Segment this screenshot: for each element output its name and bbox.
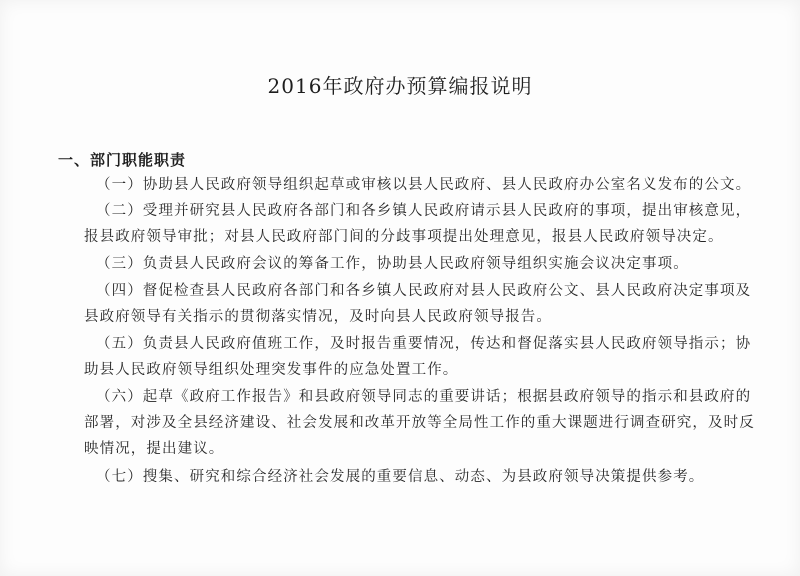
paragraph-3 [82,251,752,277]
paragraph-line: （七）搜集、研究和综合经济社会发展的重要信息、动态、为县政府领导决策提供参考。 [96,469,705,485]
paragraph-line: （四）督促检查县人民政府各部门和各乡镇人民政府对县人民政府公文、县人民政府决定事项及 [96,283,752,299]
paragraph-line: （一）协助县人民政府领导组织起草或审核以县人民政府、县人民政府办公室名义发布的公文。 [96,177,752,193]
paragraph-6 [82,384,755,462]
paragraph-line: （六）起草《政府工作报告》和县政府领导同志的重要讲话；根据县政府领导的指示和县政府的 [96,389,752,405]
paragraph-line: 县政府领导有关指示的贯彻落实情况，及时向县人民政府领导报告。 [84,309,552,325]
section-heading: 一、部门职能职责 [58,151,187,169]
paragraph-line: 映情况，提出建议。 [84,441,225,457]
document-title: 2016年政府办预算编报说明 [267,74,533,98]
paragraph-line: 助县人民政府领导组织处理突发事件的应急处置工作。 [84,362,459,378]
paragraph-line: （二）受理并研究县人民政府各部门和各乡镇人民政府请示县人民政府的事项，提出审核意见， [96,203,752,219]
paragraph-7 [82,464,752,490]
paragraph-line: （三）负责县人民政府会议的筹备工作，协助县人民政府领导组织实施会议决定事项。 [96,256,689,272]
paragraph-2 [82,198,752,250]
paragraph-1 [82,172,752,198]
paragraph-line: （五）负责县人民政府值班工作，及时报告重要情况，传达和督促落实县人民政府领导指示；协 [96,336,752,352]
paragraph-line: 报县政府领导审批；对县人民政府部门间的分歧事项提出处理意见，报县人民政府领导决定。 [84,229,724,245]
paragraph-line: 部署，对涉及全县经济建设、社会发展和改革开放等全局性工作的重大课题进行调查研究，及时反 [84,415,755,431]
paragraph-4 [82,278,752,330]
paragraph-5 [82,331,752,383]
